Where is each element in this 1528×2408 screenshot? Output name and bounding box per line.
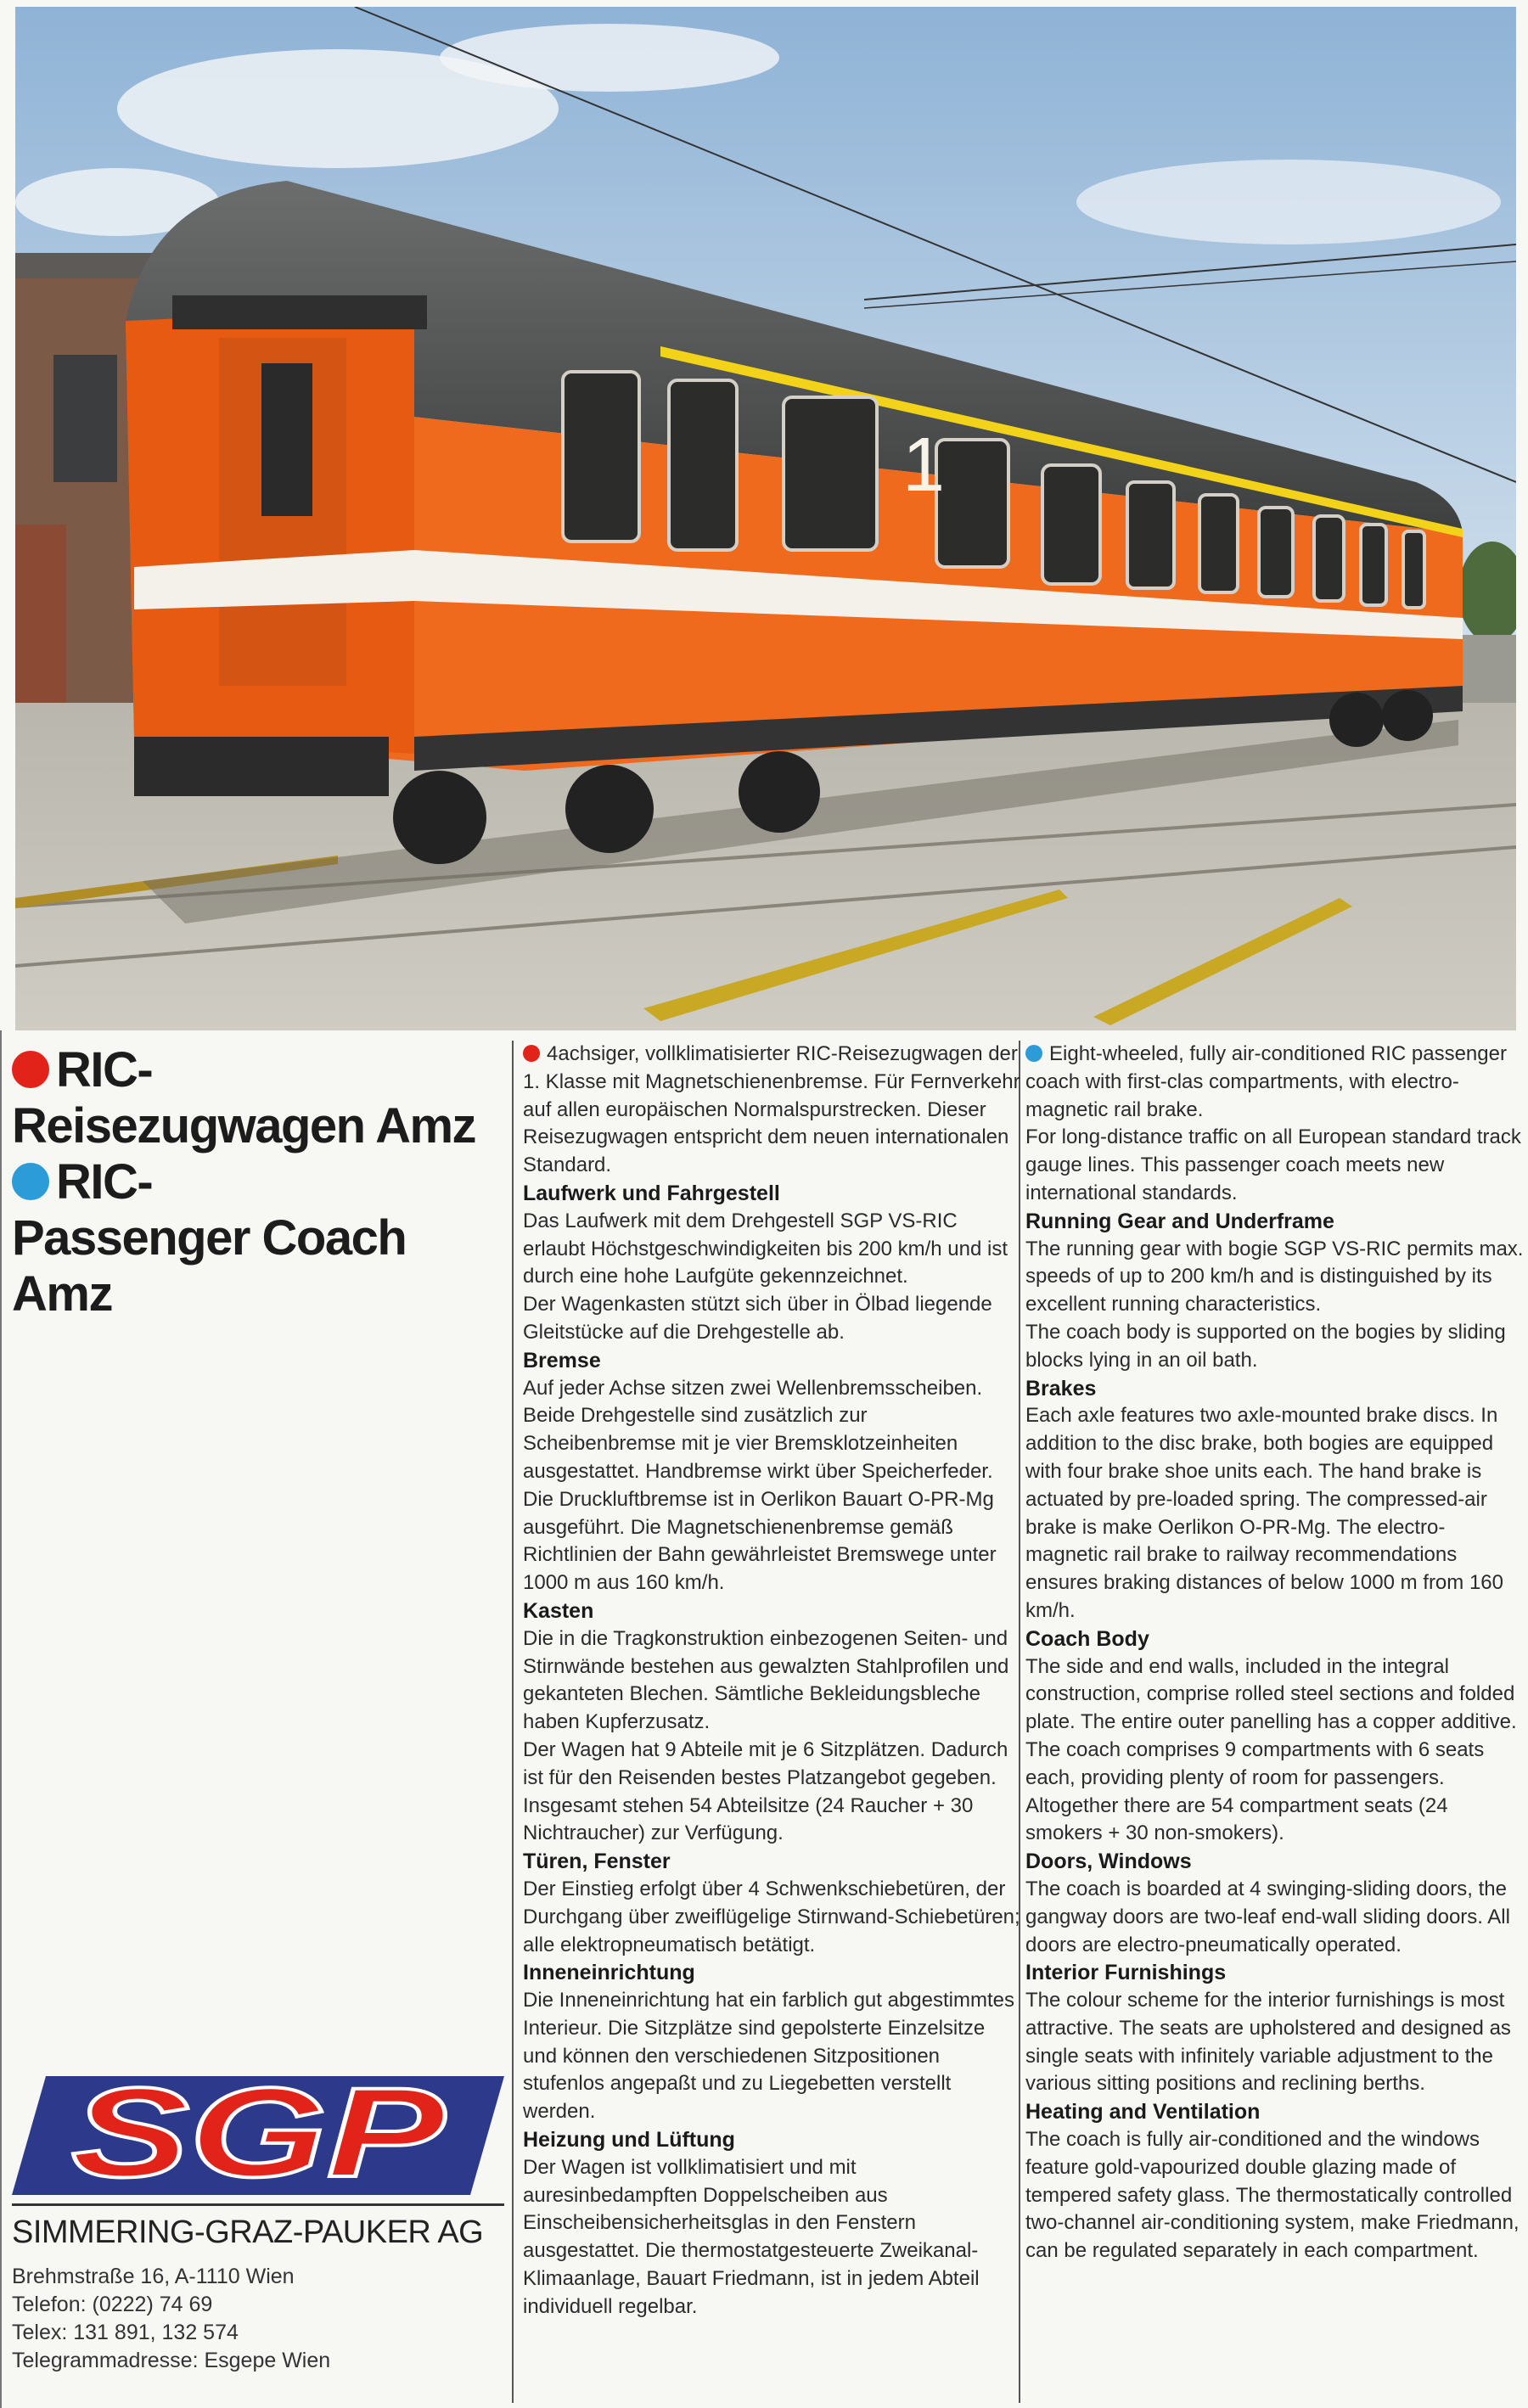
company-name: SIMMERING-GRAZ-PAUKER AG: [12, 2203, 504, 2251]
sgp-logo: [12, 2076, 504, 2195]
de-heading-tueren: Türen, Fenster: [523, 1850, 671, 1874]
headline-en-line2: Passenger Coach: [12, 1210, 407, 1266]
address-telex: Telex: 131 891, 132 574: [12, 2321, 239, 2344]
de-heizung: Der Wagen ist vollklimatisiert und mit auresinbedampften Doppelscheiben aus Einscheibensicherheitsglas in den Fenstern ausgestattet. Die thermostatgesteuerte Zweikanal-Klimaanlage, Bauart Friedmann, ist in jedem Abteil individuell regelbar.: [523, 2155, 980, 2318]
de-kasten: Die in die Tragkonstruktion einbezogenen Seiten- und Stirnwände bestehen aus gewalzten Stahlprofilen und gekanteten Blechen. Sämtliche Bekleidungsbleche haben Kupferzusatz.: [523, 1626, 1009, 1734]
en-intro-2: For long-distance traffic on all European standard track gauge lines. This passenger coach meets new international standards.: [1025, 1125, 1521, 1204]
headline-de-line2: Reisezugwagen Amz: [12, 1098, 476, 1153]
column-divider-1: [512, 1041, 514, 2403]
headline-en-line3: Amz: [12, 1266, 112, 1322]
train-photo-illustration: [15, 7, 1516, 1030]
address-street: Brehmstraße 16, A-1110 Wien: [12, 2265, 295, 2288]
de-heading-laufwerk: Laufwerk und Fahrgestell: [523, 1181, 780, 1205]
de-laufwerk-2: Der Wagenkasten stützt sich über in Ölbad liegende Gleitstücke auf die Drehgestelle ab.: [523, 1293, 992, 1344]
red-dot-icon: [12, 1051, 49, 1088]
headline-de-line1: RIC-: [12, 1042, 152, 1098]
de-heading-kasten: Kasten: [523, 1598, 594, 1623]
de-innen: Die Inneneinrichtung hat ein farblich gut abgestimmtes Interieur. Die Sitzplätze sind gepolsterte Einzelsitze und können den verschiedenen Sitzpositionen stufenlos angepaßt und zu Liegebetten verstellt werden.: [523, 1989, 1014, 2124]
blue-dot-icon: [12, 1163, 49, 1200]
en-brakes: Each axle features two axle-mounted brake discs. In addition to the disc brake, both bogies are equipped with four brake shoe units each. The hand brake is actuated by pre-loaded spring. The compressed-air brake is make Oerlikon O-PR-Mg. The electro-magnetic rail brake to railway recommendations ensures braking distances of below 1000 m from 160 km/h.: [1025, 1404, 1503, 1622]
de-kasten-2: Der Wagen hat 9 Abteile mit je 6 Sitzplätzen. Dadurch ist für den Reisenden bestes Platzangebot gegeben. Insgesamt stehen 54 Abteilsitze (24 Raucher + 30 Nichtraucher) zur Verfügung.: [523, 1737, 1008, 1845]
sgp-logo-icon: [12, 2076, 504, 2195]
en-heading-brakes: Brakes: [1025, 1376, 1097, 1400]
en-intro: Eight-wheeled, fully air-conditioned RIC passenger coach with first-clas compartments, with electro-magnetic rail brake.: [1025, 1042, 1507, 1121]
en-body: The side and end walls, included in the integral construction, comprise rolled steel sections and folded plate. The entire outer panelling has a copper additive. The coach comprises 9 compartments with 6 seats each, providing plenty of room for passengers. Altogether there are 54 compartment seats (24 smokers + 30 non-smokers).: [1025, 1654, 1517, 1845]
blue-bullet-icon: [1025, 1045, 1042, 1062]
svg-text:1: 1: [902, 423, 946, 508]
de-tueren: Der Einstieg erfolgt über 4 Schwenkschiebetüren, der Durchgang über zweiflügelige Stirnwand-Schiebetüren; alle elektropneumatisch betätigt.: [523, 1877, 1020, 1956]
de-heading-bremse: Bremse: [523, 1348, 601, 1372]
english-text-column: [1025, 1041, 1526, 2265]
de-laufwerk: Das Laufwerk mit dem Drehgestell SGP VS-RIC erlaubt Höchstgeschwindigkeiten bis 200 km/h und ist durch eine hohe Laufgüte gekennzeichnet.: [523, 1209, 1008, 1288]
en-interior: The colour scheme for the interior furnishings is most attractive. The seats are upholstered and designed as single seats with infinitely variable adjustment to the various sitting positions and reclining berths.: [1025, 1989, 1511, 2096]
red-bullet-icon: [523, 1045, 540, 1062]
headline-en-line1: RIC-: [12, 1154, 152, 1210]
en-heading-body: Coach Body: [1025, 1626, 1149, 1651]
company-address: [12, 2263, 330, 2375]
address-phone: Telefon: (0222) 74 69: [12, 2293, 213, 2316]
en-running-2: The coach body is supported on the bogies by sliding blocks lying in an oil bath.: [1025, 1320, 1506, 1372]
de-heading-heizung: Heizung und Lüftung: [523, 2128, 735, 2153]
en-heading-interior: Interior Furnishings: [1025, 1961, 1227, 1985]
de-heading-innen: Inneneinrichtung: [523, 1961, 695, 1985]
de-bremse: Auf jeder Achse sitzen zwei Wellenbremsscheiben. Beide Drehgestelle sind zusätzlich zur Scheibenbremse mit je vier Bremsklotzeinheiten ausgestattet. Handbremse wirkt über Speicherfeder. Die Druckluftbremse ist in Oerlikon Bauart O-PR-Mg ausgeführt. Die Magnetschienenbremse gemäß Richtlinien der Bahn gewährleistet Bremswege unter 1000 m aus 160 km/h.: [523, 1376, 997, 1595]
address-telegram: Telegrammadresse: Esgepe Wien: [12, 2349, 331, 2372]
left-column: [0, 1030, 509, 2408]
german-text-column: [523, 1041, 1024, 2321]
logo-text: SGP: [71, 2076, 447, 2195]
en-running: The running gear with bogie SGP VS-RIC permits max. speeds of up to 200 km/h and is distinguished by its excellent running characteristics.: [1025, 1237, 1524, 1316]
coach-photo: [15, 7, 1516, 1030]
en-doors: The coach is boarded at 4 swinging-sliding doors, the gangway doors are two-leaf end-wall sliding doors. All doors are electro-pneumatically operated.: [1025, 1877, 1510, 1956]
de-intro: 4achsiger, vollklimatisierter RIC-Reisezugwagen der 1. Klasse mit Magnetschienenbremse. Für Fernverkehr auf allen europäischen Normalspurstrecken. Dieser Reisezugwagen entspricht dem neuen internationalen Standard.: [523, 1042, 1020, 1177]
en-heading-heating: Heating and Ventilation: [1025, 2100, 1261, 2125]
en-heating: The coach is fully air-conditioned and the windows feature gold-vapourized double glazing made of tempered safety glass. The thermostatically controlled two-channel air-conditioning system, make Friedmann, can be regulated separately in each compartment.: [1025, 2128, 1520, 2263]
en-heading-doors: Doors, Windows: [1025, 1850, 1192, 1874]
en-heading-running: Running Gear and Underframe: [1025, 1209, 1334, 1233]
